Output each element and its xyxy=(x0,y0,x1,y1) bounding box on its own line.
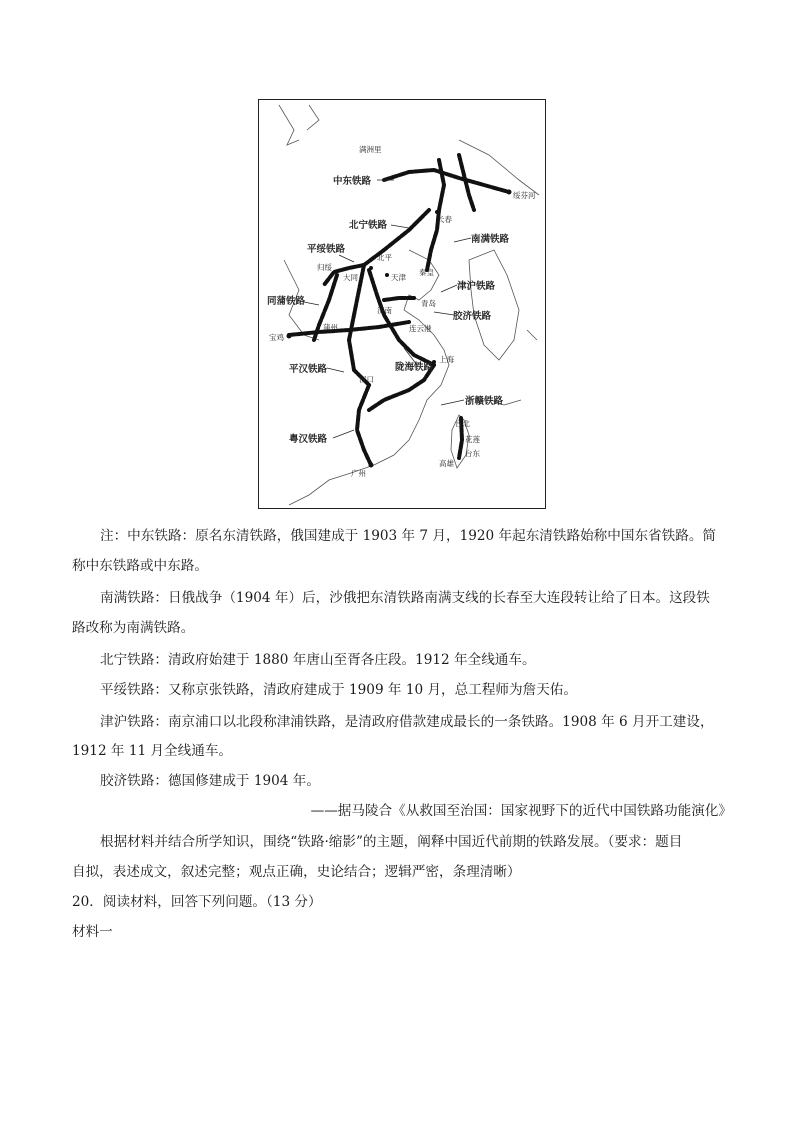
city-beiping: 北平 xyxy=(377,253,392,262)
label-nanman: 南满铁路 xyxy=(471,234,510,245)
question-heading: 20．阅读材料，回答下列问题。（13 分） xyxy=(72,894,322,910)
note-jinpu-line2: 1912 年 11 月全线通车。 xyxy=(72,743,233,759)
note-zhongdong-line1: 注：中东铁路：原名东清铁路，俄国建成于 1903 年 7 月，1920 年起东清铁路始称中国东省铁路。简 xyxy=(100,528,717,544)
city-puzhou: 蒲州 xyxy=(323,323,338,332)
jinpu-line xyxy=(369,270,434,365)
label-pingsui: 平绥铁路 xyxy=(307,244,346,255)
city-taidong: 台东 xyxy=(465,449,480,458)
city-qingdao: 青岛 xyxy=(421,299,436,308)
city-lianyungang: 连云港 xyxy=(409,324,432,333)
label-zhegan: 浙赣铁路 xyxy=(465,396,504,407)
label-jinpu: 津沪铁路 xyxy=(457,281,496,292)
city-hankou: 汉口 xyxy=(359,375,374,384)
pinghan-line xyxy=(349,265,369,385)
railway-lines xyxy=(289,155,509,465)
city-guangzhou: 广州 xyxy=(351,469,366,478)
note-nanman-line2: 路改称为南满铁路。 xyxy=(72,620,195,636)
label-pinghan: 平汉铁路 xyxy=(289,364,328,375)
city-hualian: 花莲 xyxy=(465,435,480,444)
label-beining: 北宁铁路 xyxy=(349,220,388,231)
label-longhai: 陇海铁路 xyxy=(395,362,434,373)
task-line1: 根据材料并结合所学知识，围绕“铁路·缩影”的主题，阐释中国近代前期的铁路发展。（要求：题目 xyxy=(100,834,683,850)
city-tianjin: 天津 xyxy=(391,273,406,282)
task-line2: 自拟，表述成文，叙述完整；观点正确，史论结合；逻辑严密，条理清晰） xyxy=(72,864,521,880)
note-jiaoji: 胶济铁路：德国修建成于 1904 年。 xyxy=(100,773,320,789)
note-jinpu-line1: 津沪铁路：南京浦口以北段称津浦铁路，是清政府借款建成最长的一条铁路。1908 年 6 月开工建设， xyxy=(100,714,714,730)
material-label: 材料一 xyxy=(72,924,113,940)
city-taibei: 台北 xyxy=(455,419,470,428)
note-beining: 北宁铁路：清政府始建于 1880 年唐山至胥各庄段。1912 年全线通车。 xyxy=(100,652,536,668)
city-baoji: 宝鸡 xyxy=(269,333,284,342)
beining-line xyxy=(364,210,429,265)
label-zhongdong: 中东铁路 xyxy=(333,176,372,187)
city-guisui: 归绥 xyxy=(317,263,332,272)
city-qinhuangdao: 秦皇 xyxy=(419,268,434,277)
city-changchun: 长春 xyxy=(437,215,452,224)
source-citation: ——据马陵合《从救国至治国：国家视野下的近代中国铁路功能演化》 xyxy=(310,803,732,819)
city-dots xyxy=(287,190,512,468)
note-pingsui: 平绥铁路：又称京张铁路，清政府建成于 1909 年 10 月，总工程师为詹天佑。 xyxy=(100,682,577,698)
railway-map-svg xyxy=(259,100,546,509)
city-shanghai: 上海 xyxy=(439,355,454,364)
yuehan-line xyxy=(357,385,371,465)
note-nanman-line1: 南满铁路：日俄战争（1904 年）后，沙俄把东清铁路南满支线的长春至大连段转让给了日本。这段铁 xyxy=(100,590,710,606)
city-manzhouli: 满洲里 xyxy=(359,145,382,154)
city-suifenhe: 绥芬河 xyxy=(513,191,536,200)
city-gaoxiong: 高雄 xyxy=(439,459,454,468)
label-yuehan: 粤汉铁路 xyxy=(289,434,328,445)
railway-map xyxy=(258,99,546,509)
zhongdong-line xyxy=(384,170,509,192)
label-jiaoji: 胶济铁路 xyxy=(453,311,492,322)
city-datong: 大同 xyxy=(343,273,358,282)
city-jinan: 济南 xyxy=(377,306,392,315)
note-zhongdong-line2: 称中东铁路或中东路。 xyxy=(72,558,208,574)
jiaoji-line xyxy=(384,298,414,300)
label-tongpu: 同蒲铁路 xyxy=(267,296,306,307)
